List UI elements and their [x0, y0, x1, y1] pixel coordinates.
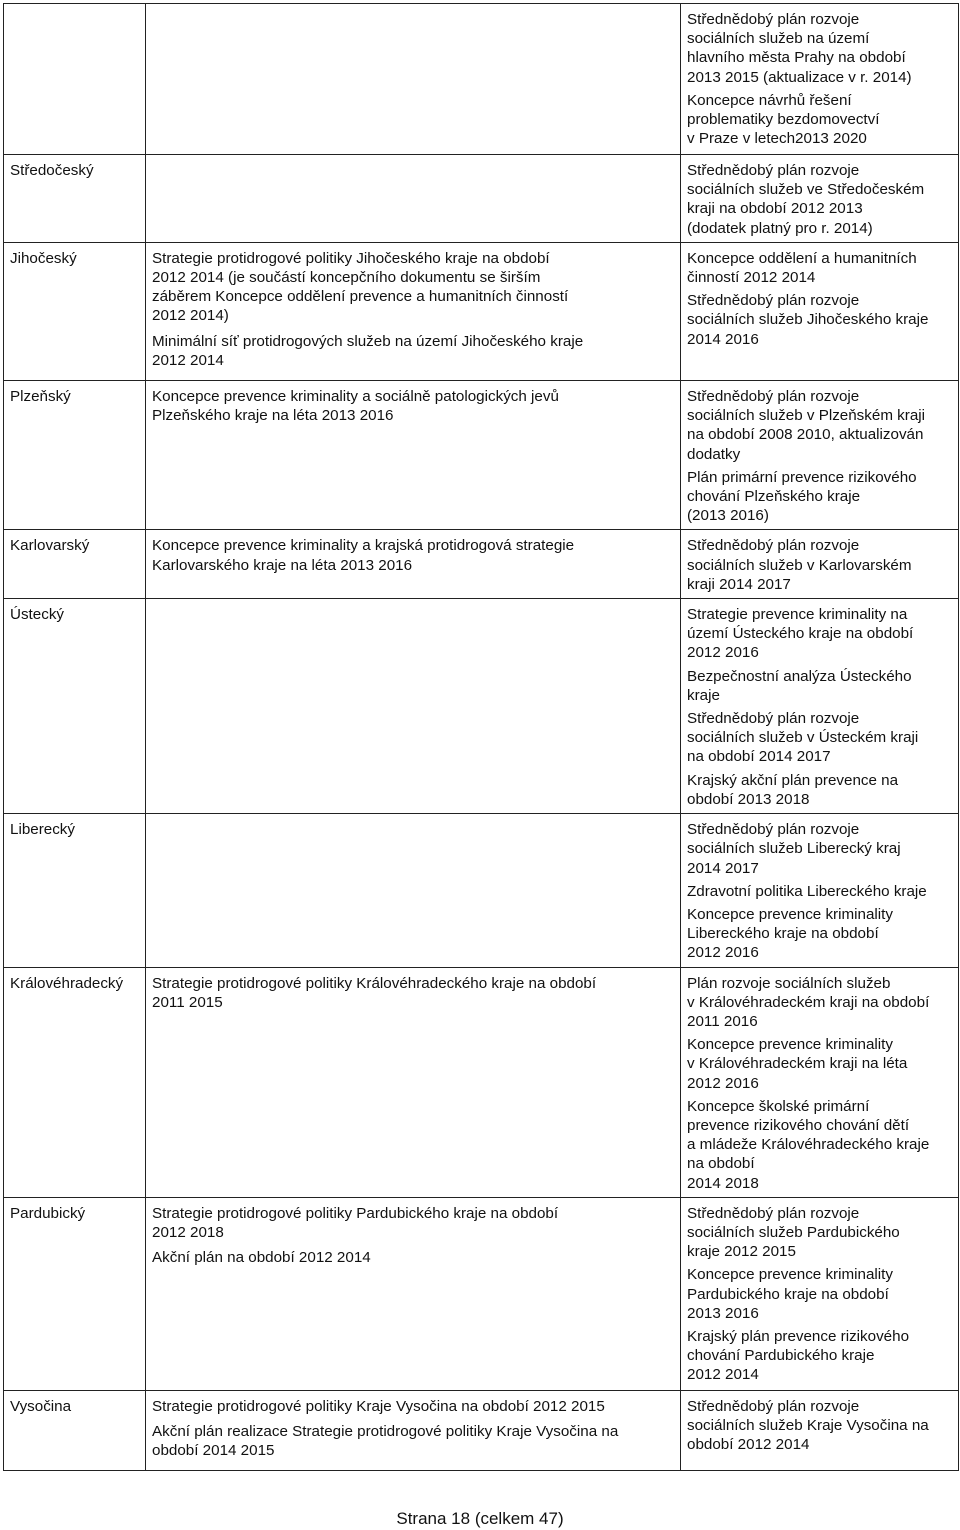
drug-policy-entry: Strategie protidrogové politiky Královéhradeckého kraje na období 2011 2015 — [152, 974, 597, 1011]
drug-policy-entry: Strategie protidrogové politiky Jihočeského kraje na období 2012 2014 (je součástí koncepčního dokumentu se širším záběrem Koncepce oddělení prevence a humanitních činností 2012 2014) — [152, 249, 569, 325]
region-name: Středočeský — [10, 162, 94, 179]
region-cell — [4, 530, 146, 599]
table-row-prague — [4, 4, 959, 155]
region-name: Liberecký — [10, 821, 75, 839]
social-plan-entry: Střednědobý plán rozvoje sociálních služeb Kraje Vysočina na období 2012 2014 — [687, 1397, 929, 1454]
drug-policy-cell — [146, 967, 681, 1197]
region-name: Pardubický — [10, 1204, 86, 1222]
region-cell — [4, 155, 146, 243]
region-name: Plzeňský — [10, 388, 71, 406]
social-plan-entry: Plán rozvoje sociálních služeb v Královéhradeckém kraji na období 2011 2016 — [687, 974, 930, 1030]
social-plan-entry: Střednědobý plán rozvoje sociálních služeb v Plzeňském kraji na období 2008 2010, aktualizován dodatky — [687, 388, 926, 463]
drug-policy-cell — [146, 814, 681, 967]
region-name: Karlovarský — [10, 537, 90, 555]
social-plan-entry: Bezpečnostní analýza Ústeckého kraje — [687, 667, 912, 704]
social-plan-entry: Střednědobý plán rozvoje sociálních služeb na území hlavního města Prahy na období 2013 2015 (aktualizace v r. 2014) — [687, 11, 912, 86]
table-row-kralovehradecky — [4, 967, 959, 1197]
social-plan-entry: Plán primární prevence rizikového chování Plzeňského kraje (2013 2016) — [687, 468, 917, 525]
drug-policy-entry: Minimální síť protidrogových služeb na území Jihočeského kraje 2012 2014 — [152, 332, 584, 369]
social-plans-cell — [681, 967, 959, 1197]
region-name: Vysočina — [10, 1397, 72, 1415]
drug-policy-entry: Strategie protidrogové politiky Pardubického kraje na období 2012 2018 — [152, 1204, 559, 1241]
drug-policy-entry: Koncepce prevence kriminality a krajská protidrogová strategie Karlovarského kraje na léta 2013 2016 — [152, 537, 575, 574]
region-cell — [4, 4, 146, 155]
social-plan-entry: Koncepce oddělení a humanitních činností 2012 2014 — [687, 249, 917, 287]
drug-policy-entry: Akční plán na období 2012 2014 — [152, 1249, 371, 1267]
social-plans-cell — [681, 242, 959, 380]
region-name: Jihočeský — [10, 249, 77, 267]
drug-policy-cell — [146, 1197, 681, 1390]
drug-policy-entry: Akční plán realizace Strategie protidrogové politiky Kraje Vysočina na období 2014 2015 — [152, 1422, 619, 1460]
social-plan-entry: Střednědobý plán rozvoje sociálních služeb Jihočeského kraje 2014 2016 — [687, 292, 929, 348]
drug-policy-cell — [146, 155, 681, 243]
social-plan-entry: Strategie prevence kriminality na území Ústeckého kraje na období 2012 2016 — [687, 606, 914, 662]
region-cell — [4, 814, 146, 967]
drug-policy-cell — [146, 599, 681, 814]
social-plans-cell — [681, 599, 959, 814]
social-plan-entry: Zdravotní politika Libereckého kraje — [687, 882, 927, 900]
social-plan-entry: Střednědobý plán rozvoje sociálních služeb Liberecký kraj 2014 2017 — [687, 821, 901, 877]
drug-policy-entry: Koncepce prevence kriminality a sociálně patologických jevů Plzeňského kraje na léta 2013 2016 — [152, 388, 559, 425]
social-plan-entry: Koncepce prevence kriminality Pardubického kraje na období 2013 2016 — [687, 1266, 893, 1322]
table-row-vysocina — [4, 1390, 959, 1471]
social-plan-entry: Koncepce školské primární prevence rizikového chování dětí a mládeže Královéhradeckého kraje na období 2014 2018 — [687, 1097, 930, 1192]
region-cell — [4, 242, 146, 380]
social-plans-cell — [681, 814, 959, 967]
region-cell — [4, 1390, 146, 1471]
region-cell — [4, 1197, 146, 1390]
table-row-stredocesky — [4, 155, 959, 243]
social-plans-cell — [681, 1390, 959, 1471]
social-plan-entry: Střednědobý plán rozvoje sociálních služeb v Karlovarském kraji 2014 2017 — [687, 537, 912, 593]
drug-policy-entry: Strategie protidrogové politiky Kraje Vysočina na období 2012 2015 — [152, 1397, 605, 1415]
drug-policy-cell — [146, 1390, 681, 1471]
social-plan-entry: Koncepce prevence kriminality v Královéhradeckém kraji na léta 2012 2016 — [687, 1036, 908, 1092]
social-plan-entry: Střednědobý plán rozvoje sociálních služeb ve Středočeském kraji na období 2012 2013 (dodatek platný pro r. 2014) — [687, 162, 925, 237]
drug-policy-cell — [146, 381, 681, 530]
social-plans-cell — [681, 1197, 959, 1390]
table-row-pardubicky — [4, 1197, 959, 1390]
table-row-karlovarsky — [4, 530, 959, 599]
region-cell — [4, 599, 146, 814]
page-footer: Strana 18 (celkem 47) — [396, 1509, 564, 1528]
drug-policy-cell — [146, 4, 681, 155]
social-plans-cell — [681, 4, 959, 155]
table-body — [4, 4, 959, 1471]
regional-strategies-table — [3, 3, 959, 1471]
table-row-ustecky — [4, 599, 959, 814]
table-row-plzensky — [4, 381, 959, 530]
table-row-liberecky — [4, 814, 959, 967]
social-plan-entry: Střednědobý plán rozvoje sociálních služeb Pardubického kraje 2012 2015 — [687, 1204, 900, 1261]
region-name: Ústecký — [10, 606, 65, 624]
social-plan-entry: Krajský akční plán prevence na období 2013 2018 — [687, 771, 899, 808]
social-plans-cell — [681, 155, 959, 243]
table-row-jihocesky — [4, 242, 959, 380]
social-plan-entry: Koncepce návrhů řešení problematiky bezdomovectví v Praze v letech2013 2020 — [687, 91, 880, 148]
social-plan-entry: Koncepce prevence kriminality Libereckého kraje na období 2012 2016 — [687, 905, 893, 962]
social-plan-entry: Střednědobý plán rozvoje sociálních služeb v Ústeckém kraji na období 2014 2017 — [687, 710, 919, 766]
social-plans-cell — [681, 530, 959, 599]
social-plans-cell — [681, 381, 959, 530]
region-cell — [4, 967, 146, 1197]
region-name: Královéhradecký — [10, 974, 124, 992]
region-cell — [4, 381, 146, 530]
drug-policy-cell — [146, 242, 681, 380]
social-plan-entry: Krajský plán prevence rizikového chování Pardubického kraje 2012 2014 — [687, 1327, 910, 1384]
drug-policy-cell — [146, 530, 681, 599]
